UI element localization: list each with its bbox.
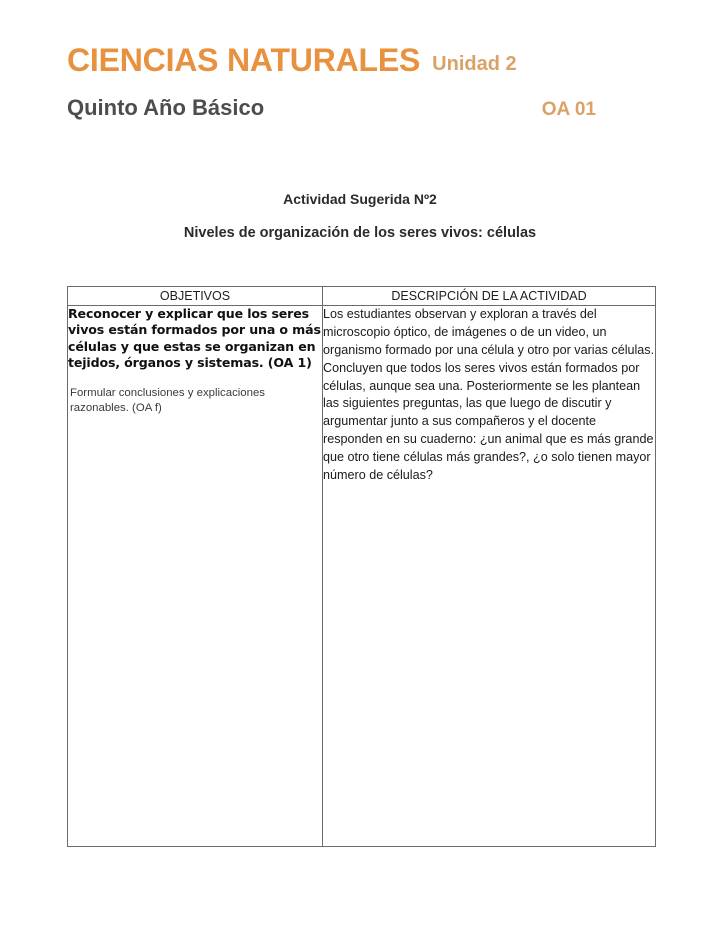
- activity-description-text: Los estudiantes observan y exploran a través del microscopio óptico, de imágenes o de un video, un organismo formado por una célula y otro por varias células. Concluyen que todos los seres vivos están formados por células, aunque sea una. Posteriormente se les plantean las siguientes preguntas, las que luego de discutir y argumentar junto a sus compañeros y el docente responden en su cuaderno: ¿un animal que es más grande que otro tiene células más grandes?, ¿o solo tienen mayor número de células?: [323, 307, 655, 482]
- activity-subtitle-heading: Niveles de organización de los seres vivos: células: [183, 225, 537, 241]
- activity-table: [67, 286, 656, 847]
- column-header-objetivos: OBJETIVOS: [68, 287, 323, 306]
- oa-code-label: OA 01: [541, 98, 596, 120]
- document-header: [67, 44, 655, 120]
- activity-number-heading: Actividad Sugerida Nº2: [283, 191, 437, 207]
- objectives-cell: [68, 306, 323, 847]
- description-cell: [323, 306, 656, 847]
- unit-label: Unidad 2: [432, 53, 517, 75]
- column-header-descripcion: DESCRIPCIÓN DE LA ACTIVIDAD: [323, 287, 656, 306]
- subject-title: CIENCIAS NATURALES: [67, 42, 421, 78]
- table-row: [68, 306, 656, 847]
- objective-primary-text: Reconocer y explicar que los seres vivos están formados por una o más células y que estas se organizan en tejidos, órganos y sistemas. (OA 1): [68, 306, 321, 371]
- table-header-row: [68, 287, 656, 306]
- header-title-row: [67, 44, 655, 78]
- objective-secondary-text: Formular conclusiones y explicaciones razonables. (OA f): [70, 386, 265, 414]
- grade-title: Quinto Año Básico: [67, 94, 265, 120]
- header-grade-row: [67, 96, 655, 121]
